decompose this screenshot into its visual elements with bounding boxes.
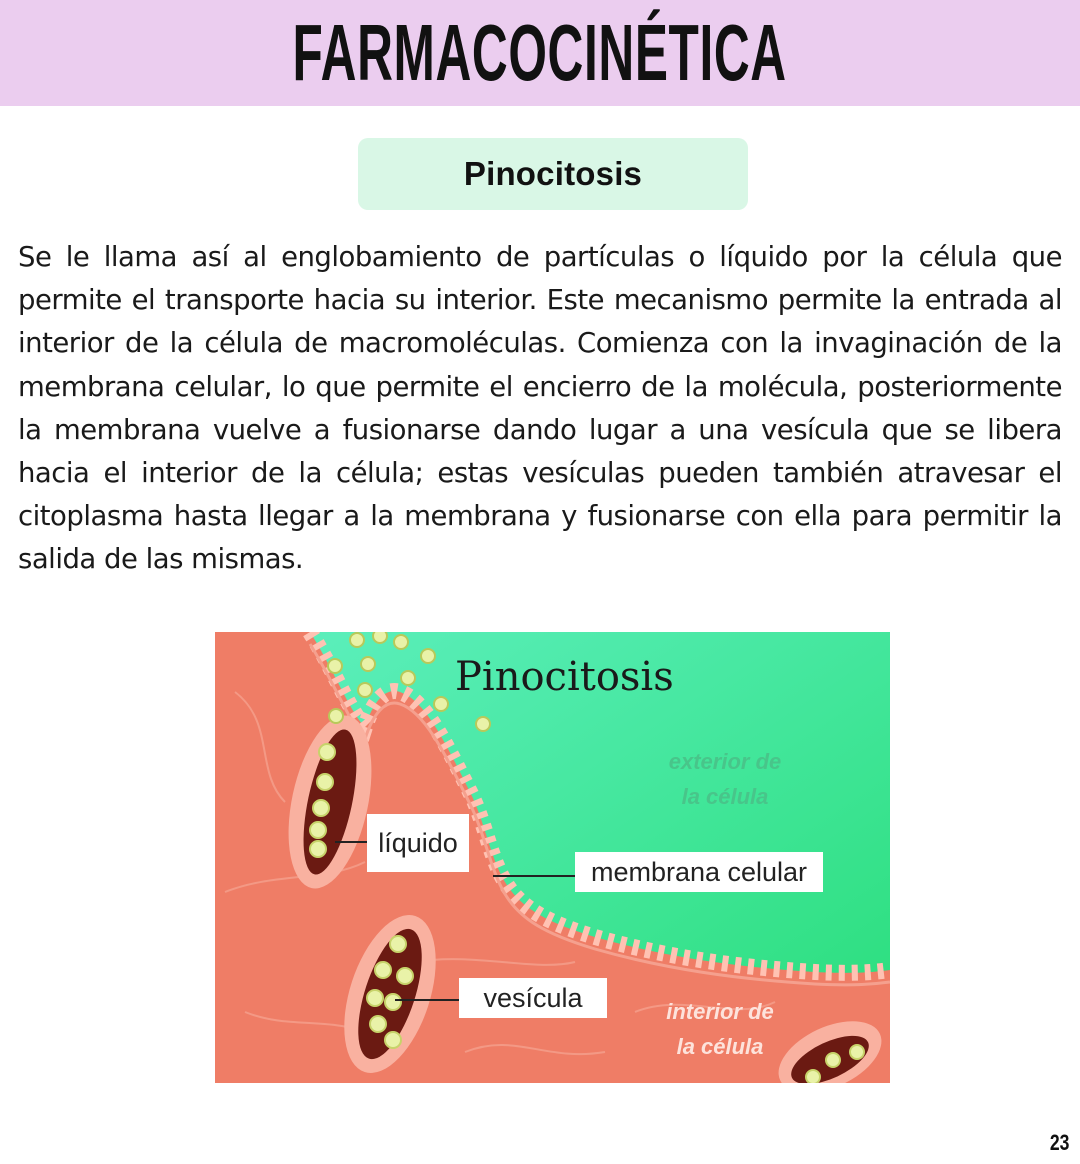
vesicle-label: vesícula [459, 978, 607, 1018]
section-title-box [358, 138, 748, 210]
section-title: Pinocitosis [463, 155, 643, 192]
liquid-label: líquido [367, 814, 469, 872]
exterior-label: exterior de la célula [668, 749, 782, 809]
membrane-label: membrana celular [575, 852, 823, 892]
body-paragraph: Se le llama así al englobamiento de partículas o líquido por la célula que permite el transporte hacia su interior. Este mecanismo permite la entrada al interior de la célula de macromoléculas. Comienza con la invaginación de la membrana celular, lo que permite el encierro de la molécula, posteriormente la membrana vuelve a fusionarse dando lugar a una vesícula que se libera hacia el interior de la célula; estas vesículas pueden también atravesar el citoplasma hasta llegar a la membrana y fusionarse con ella para permitir la salida de las mismas. [18, 241, 1062, 576]
pinocytosis-diagram [215, 632, 890, 1083]
page-number: 23 [1049, 1130, 1069, 1155]
page-title: FARMACOCINÉTICA [292, 8, 788, 97]
diagram-title: Pinocitosis [455, 654, 674, 700]
page-header [0, 0, 1080, 106]
interior-label: interior de la célula [666, 999, 774, 1059]
